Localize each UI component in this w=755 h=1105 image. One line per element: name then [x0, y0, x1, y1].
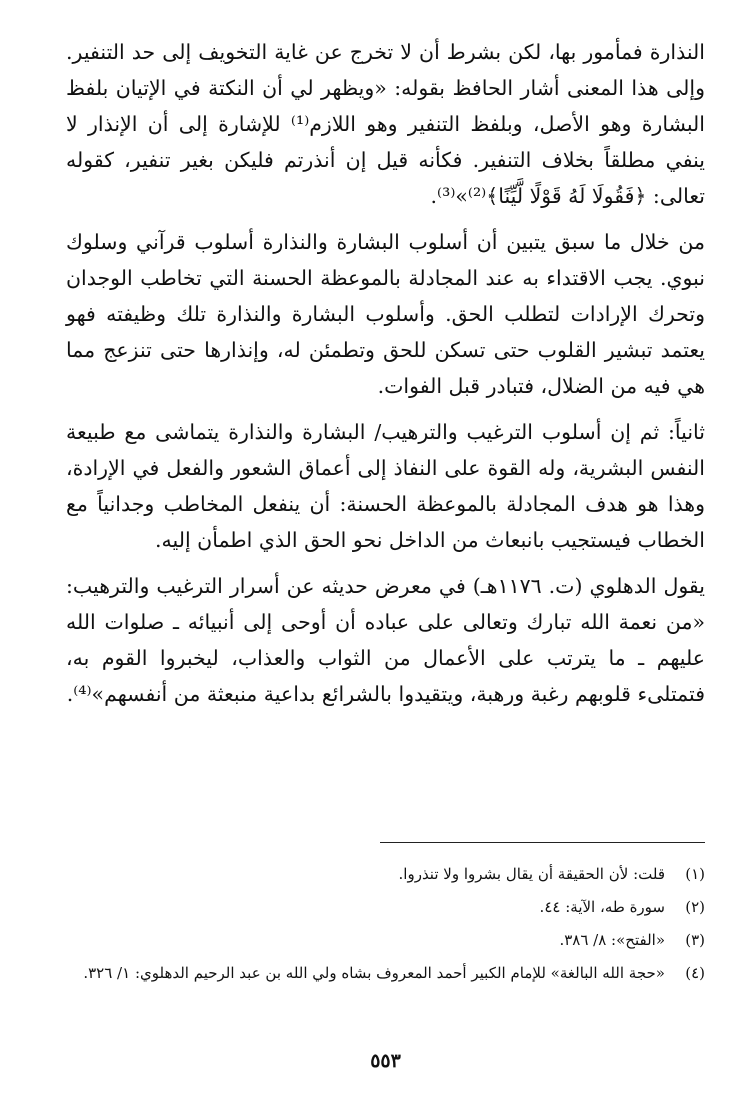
footnote-number: (٤): [685, 964, 705, 982]
footnote-text: سورة طه، الآية: ٤٤.: [539, 898, 665, 916]
paragraph-2: من خلال ما سبق يتبين أن أسلوب البشارة والنذارة أسلوب قرآني وسلوك نبوي. يجب الاقتداء به عند المجادلة بالموعظة الحسنة التي تخاطب الوجدان وتحرك الإرادات لتطلب الحق. وأسلوب البشارة والنذارة تلك وظيفته فهو يعتمد تبشير القلوب حتى تسكن للحق وتطمئن له، وإنذارها حتى تنزعج مما هي فيه من الضلال، فتبادر قبل الفوات.: [66, 230, 705, 398]
footnote-text: «حجة الله البالغة» للإمام الكبير أحمد المعروف بشاه ولي الله بن عبد الرحيم الدهلوي: ١/ ٣٢٦.: [83, 964, 665, 982]
footnote-2: [66, 893, 705, 921]
footnote-4: [66, 959, 705, 987]
footnote-separator: [380, 842, 705, 843]
paragraph-3: ثانياً: ثم إن أسلوب الترغيب والترهيب/ البشارة والنذارة يتماشى مع طبيعة النفس البشرية، وله القوة على النفاذ إلى أعماق الشعور والفعل في الإرادة، وهذا هو هدف المجادلة بالموعظة الحسنة: أن ينفعل المخاطب وجدانياً مع الخطاب فيستجيب بانبعاث من الداخل نحو الحق الذي اطمأن إليه.: [66, 420, 705, 552]
footnote-text: «الفتح»: ٨/ ٣٨٦.: [559, 931, 665, 949]
paragraph-4: يقول الدهلوي (ت. ١١٧٦هـ) في معرض حديثه عن أسرار الترغيب والترهيب: «من نعمة الله تبارك وتعالى على عباده أن أوحى إلى أنبيائه ـ صلوات الله عليهم ـ ما يترتب على الأعمال من الثواب والعذاب، ليخبروا القوم به، فتمتلىء قلوبهم رغبة ورهبة، ويتقيدوا بالشرائع بداعية منبعثة من أنفسهم»⁽⁴⁾.: [66, 574, 706, 706]
footnote-number: (٣): [685, 931, 705, 949]
main-text: [66, 34, 705, 712]
page-number: ٥٥٣: [370, 1050, 401, 1072]
footnotes: [66, 860, 705, 992]
paragraph-1: النذارة فمأمور بها، لكن بشرط أن لا تخرج عن غاية التخويف إلى حد التنفير. وإلى هذا المعنى أشار الحافظ بقوله: «ويظهر لي أن النكتة في الإتيان بلفظ البشارة وهو الأصل، وبلفظ التنفير وهو اللازم⁽¹⁾ للإشارة إلى أن الإنذار لا ينفي مطلقاً بخلاف التنفير. فكأنه قيل إن أنذرتم فليكن بغير تنفير، كقوله تعالى: ﴿فَقُولَا لَهُ قَوْلًا لَّيِّنًا﴾⁽²⁾»⁽³⁾.: [66, 40, 705, 208]
book-page: [66, 34, 706, 1072]
footnote-1: [66, 860, 705, 888]
footnote-text: قلت: لأن الحقيقة أن يقال بشروا ولا تنذروا.: [398, 865, 665, 883]
footnote-number: (٢): [685, 898, 705, 916]
footnote-3: [66, 926, 705, 954]
footnote-number: (١): [685, 865, 705, 883]
